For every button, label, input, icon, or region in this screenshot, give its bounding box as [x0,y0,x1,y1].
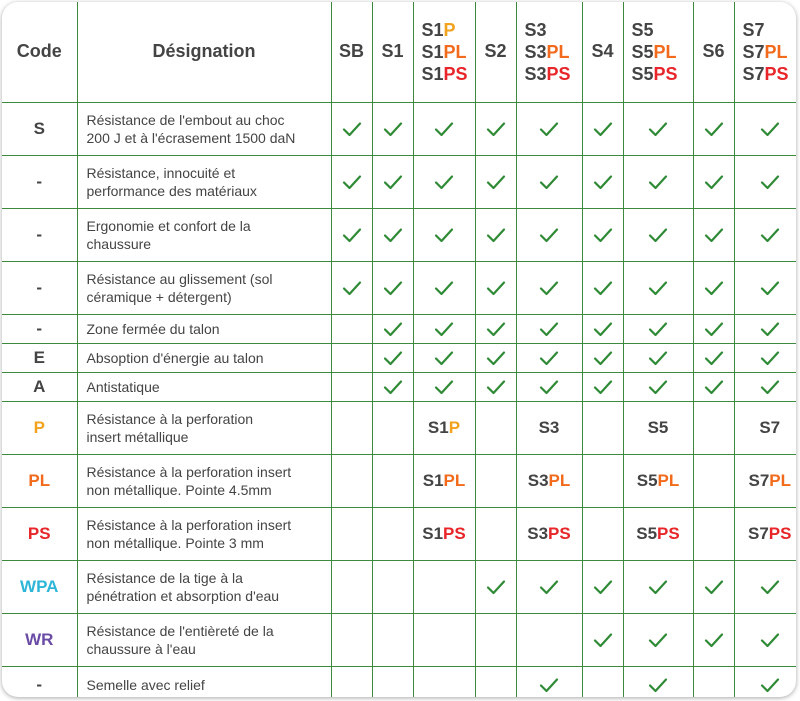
check-icon [475,343,516,372]
safety-standards-table [2,2,796,697]
table-row [2,613,796,666]
table-row [2,401,796,454]
standard-label: S5PS [623,507,693,560]
standard-label: S1PS [413,507,475,560]
check-icon [372,102,413,155]
standard-label: S7PS [734,507,796,560]
row-designation: Résistance à la perforation insert métallique [77,401,331,454]
empty-cell [582,454,623,507]
row-code: E [2,343,77,372]
row-code: - [2,666,77,697]
standard-label: S7 [734,401,796,454]
row-designation: Résistance au glissement (sol céramique + détergent) [77,261,331,314]
empty-cell [372,560,413,613]
empty-cell [693,454,734,507]
check-icon [623,343,693,372]
row-designation: Zone fermée du talon [77,314,331,343]
empty-cell [331,454,372,507]
standard-label: S3PS [516,507,582,560]
empty-cell [372,613,413,666]
header-sb: SB [331,2,372,102]
row-designation: Absoption d'énergie au talon [77,343,331,372]
check-icon [734,155,796,208]
empty-cell [475,666,516,697]
check-icon [693,102,734,155]
header-s1-group: S1P S1PL S1PS [413,2,475,102]
check-icon [475,372,516,401]
check-icon [516,261,582,314]
check-icon [623,102,693,155]
table-row [2,314,796,343]
row-designation: Résistance à la perforation insert non métallique. Pointe 3 mm [77,507,331,560]
check-icon [413,372,475,401]
empty-cell [331,343,372,372]
check-icon [582,613,623,666]
standard-label: S1PL [413,454,475,507]
check-icon [331,261,372,314]
check-icon [582,155,623,208]
check-icon [734,613,796,666]
check-icon [623,208,693,261]
check-icon [475,208,516,261]
check-icon [623,261,693,314]
table-row [2,208,796,261]
check-icon [413,208,475,261]
row-code: S [2,102,77,155]
check-icon [372,155,413,208]
check-icon [372,343,413,372]
standard-label: S5PL [623,454,693,507]
check-icon [413,343,475,372]
header-s2: S2 [475,2,516,102]
standard-label: S7PL [734,454,796,507]
check-icon [734,314,796,343]
table-row [2,343,796,372]
empty-cell [331,401,372,454]
empty-cell [475,454,516,507]
empty-cell [331,372,372,401]
check-icon [623,560,693,613]
table-row [2,102,796,155]
empty-cell [475,507,516,560]
header-s1: S1 [372,2,413,102]
check-icon [413,102,475,155]
check-icon [693,560,734,613]
check-icon [623,666,693,697]
header-designation: Désignation [77,2,331,102]
empty-cell [693,666,734,697]
check-icon [693,372,734,401]
check-icon [516,560,582,613]
empty-cell [372,401,413,454]
header-row [2,2,796,102]
row-code: P [2,401,77,454]
table-row [2,155,796,208]
empty-cell [372,454,413,507]
empty-cell [372,507,413,560]
row-code: - [2,261,77,314]
row-code: - [2,314,77,343]
check-icon [582,372,623,401]
check-icon [734,560,796,613]
empty-cell [413,613,475,666]
standard-label: S3 [516,401,582,454]
header-s3-group: S3 S3PL S3PS [516,2,582,102]
table-row [2,560,796,613]
check-icon [516,372,582,401]
check-icon [372,261,413,314]
check-icon [734,208,796,261]
table-row [2,666,796,697]
empty-cell [582,401,623,454]
check-icon [475,102,516,155]
standards-card [2,2,796,697]
check-icon [693,155,734,208]
empty-cell [582,666,623,697]
check-icon [516,102,582,155]
check-icon [475,261,516,314]
row-code: A [2,372,77,401]
row-code: - [2,208,77,261]
row-designation: Ergonomie et confort de la chaussure [77,208,331,261]
check-icon [623,613,693,666]
empty-cell [331,666,372,697]
check-icon [475,314,516,343]
check-icon [516,314,582,343]
check-icon [516,208,582,261]
check-icon [413,261,475,314]
check-icon [693,208,734,261]
row-code: WPA [2,560,77,613]
check-icon [331,208,372,261]
check-icon [693,343,734,372]
check-icon [734,343,796,372]
check-icon [623,314,693,343]
header-s7-group: S7 S7PL S7PS [734,2,796,102]
empty-cell [372,666,413,697]
empty-cell [475,613,516,666]
table-row [2,261,796,314]
empty-cell [582,507,623,560]
check-icon [734,666,796,697]
check-icon [516,666,582,697]
check-icon [734,102,796,155]
table-row [2,454,796,507]
check-icon [623,155,693,208]
empty-cell [331,314,372,343]
row-code: PL [2,454,77,507]
row-designation: Résistance à la perforation insert non métallique. Pointe 4.5mm [77,454,331,507]
check-icon [475,560,516,613]
standard-label: S1P [413,401,475,454]
row-code: - [2,155,77,208]
header-s5-group: S5 S5PL S5PS [623,2,693,102]
header-s4: S4 [582,2,623,102]
check-icon [516,155,582,208]
empty-cell [693,507,734,560]
header-code: Code [2,2,77,102]
empty-cell [693,401,734,454]
empty-cell [331,613,372,666]
check-icon [734,261,796,314]
check-icon [372,314,413,343]
check-icon [582,314,623,343]
check-icon [372,208,413,261]
check-icon [331,102,372,155]
empty-cell [331,560,372,613]
empty-cell [516,613,582,666]
check-icon [372,372,413,401]
check-icon [413,314,475,343]
table-row [2,507,796,560]
empty-cell [413,666,475,697]
check-icon [582,560,623,613]
row-designation: Semelle avec relief [77,666,331,697]
check-icon [693,613,734,666]
empty-cell [475,401,516,454]
header-s6: S6 [693,2,734,102]
row-designation: Antistatique [77,372,331,401]
empty-cell [413,560,475,613]
empty-cell [331,507,372,560]
check-icon [582,208,623,261]
check-icon [582,102,623,155]
check-icon [582,343,623,372]
check-icon [693,261,734,314]
row-designation: Résistance de l'embout au choc 200 J et à l'écrasement 1500 daN [77,102,331,155]
row-code: WR [2,613,77,666]
check-icon [734,372,796,401]
standard-label: S3PL [516,454,582,507]
check-icon [475,155,516,208]
check-icon [582,261,623,314]
check-icon [516,343,582,372]
row-designation: Résistance, innocuité et performance des matériaux [77,155,331,208]
row-designation: Résistance de l'entièreté de la chaussure à l'eau [77,613,331,666]
table-row [2,372,796,401]
check-icon [623,372,693,401]
check-icon [693,314,734,343]
standard-label: S5 [623,401,693,454]
row-designation: Résistance de la tige à la pénétration et absorption d'eau [77,560,331,613]
check-icon [413,155,475,208]
check-icon [331,155,372,208]
row-code: PS [2,507,77,560]
